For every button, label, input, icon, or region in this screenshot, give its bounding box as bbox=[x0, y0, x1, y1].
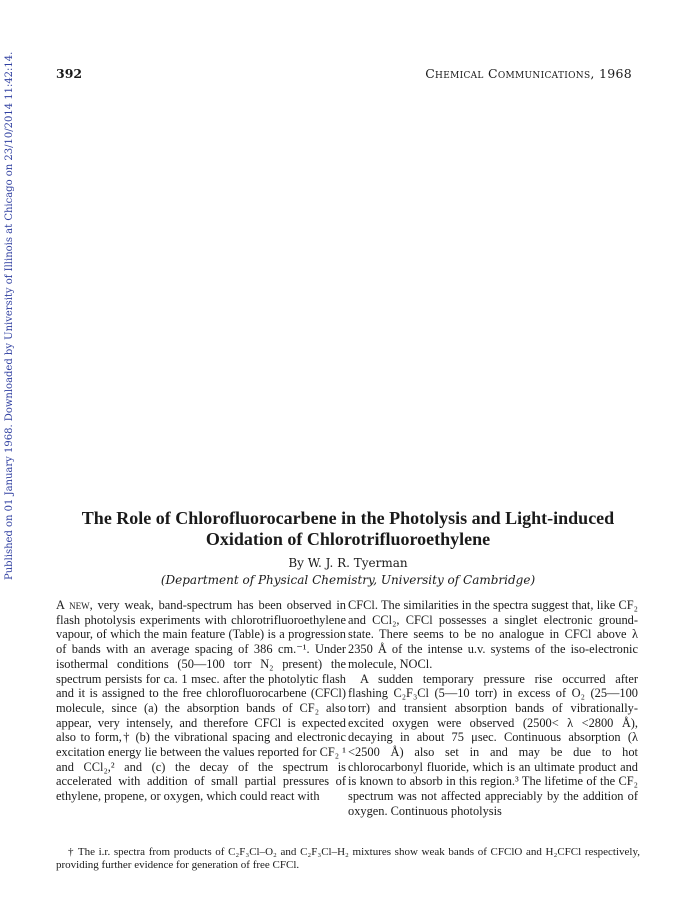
right-column bbox=[348, 598, 638, 819]
paragraph-3: A sudden temporary pressure rise occurred after flashing C₂F₃Cl (5—10 torr) in excess of O₂ (25—100 torr) and transient absorption bands of vibrationally-excited oxygen were observed (2500< λ <2800 Å), decaying in about 75 μsec. Continuous absorption (λ <2500 Å) also set in and may be due to hot chlorocarbonyl fluoride, which is an ultimate product and is known to absorb in this region.³ The lifetime of the CF₂ spectrum was not affected appreciably by the addition of oxygen. Continuous photolysis bbox=[348, 671, 638, 818]
journal-title: Chemical Communications, 1968 bbox=[425, 66, 632, 81]
lead-in: A new, bbox=[56, 598, 93, 612]
paragraph-2: CFCl. The similarities in the spectra suggest that, like CF₂ and CCl₂, CFCl possesses a singlet electronic ground-state. There seems to be no analogue in CFCl above λ 2350 Å of the intense u.v. systems of the iso-electronic molecule, NOCl. bbox=[348, 598, 638, 671]
paragraph-1 bbox=[56, 598, 346, 804]
title-line-2: Oxidation of Chlorotrifluoroethylene bbox=[205, 529, 491, 549]
paragraph-1-text: very weak, band-spectrum has been observed in flash photolysis experiments with chlorotrifluoroethylene vapour, of which the main feature (Table) is a progression of bands with an average spacing of 386 cm.⁻¹. Under isothermal conditions (50—100 torr N₂ present) the spectrum persists for ca. 1 msec. after the photolytic flash and it is assigned to the free chlorofluorocarbene (CFCl) molecule, since (a) the absorption bands of CF₂ also appear, very intensely, and therefore CFCl is expected also to form,† (b) the vibrational spacing and electronic excitation energy lie between the values reported for CF₂ ¹ and CCl₂,² and (c) the decay of the spectrum is accelerated with addition of small partial pressures of ethylene, propene, or oxygen, which could react with bbox=[56, 598, 346, 804]
page-number: 392 bbox=[56, 66, 83, 81]
affiliation: (Department of Physical Chemistry, University of Cambridge) bbox=[160, 573, 536, 587]
download-watermark[interactable]: Published on 01 January 1968. Downloaded by University of Illinois at Chicago on 23/10/2014 11:42:14. bbox=[4, 51, 15, 580]
footnote: † The i.r. spectra from products of C₂F₃Cl–O₂ and C₂F₃Cl–H₂ mixtures show weak bands of CFClO and H₂CFCl respectively, providing further evidence for generation of free CFCl. bbox=[56, 846, 640, 871]
byline: By W. J. R. Tyerman bbox=[288, 556, 408, 570]
article-title bbox=[30, 508, 666, 550]
left-column bbox=[56, 598, 346, 804]
title-line-1: The Role of Chlorofluorocarbene in the Photolysis and Light-induced bbox=[81, 508, 615, 528]
